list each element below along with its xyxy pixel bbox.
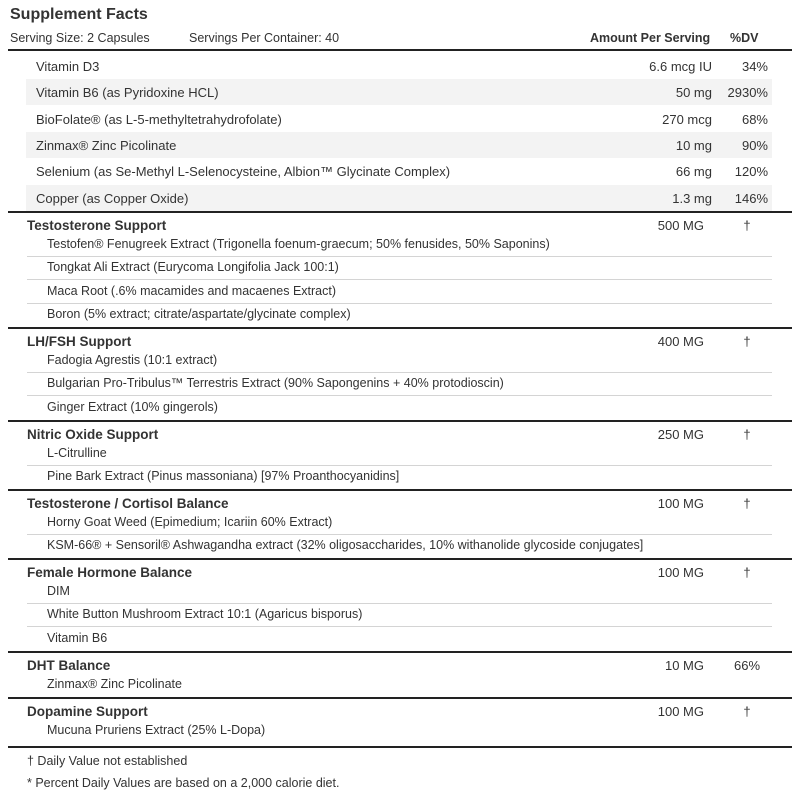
section-dv: † — [743, 565, 751, 580]
item-divider — [27, 279, 772, 280]
ingredient-item: Horny Goat Weed (Epimedium; Icariin 60% Extract) — [47, 515, 333, 529]
vitamin-row — [26, 53, 772, 79]
vitamin-dv: 90% — [741, 138, 768, 153]
section-amount: 100 MG — [657, 704, 704, 719]
vitamin-row — [26, 185, 772, 211]
vitamin-dv: 68% — [741, 112, 768, 127]
ingredient-item: Fadogia Agrestis (10:1 extract) — [47, 353, 218, 367]
ingredient-item: Zinmax® Zinc Picolinate — [47, 677, 182, 691]
vitamin-amount: 66 mg — [675, 164, 712, 179]
item-divider — [27, 395, 772, 396]
ingredient-item: White Button Mushroom Extract 10:1 (Agaricus bisporus) — [47, 607, 363, 621]
vitamin-name: Zinmax® Zinc Picolinate — [36, 138, 177, 153]
section-dv: 66% — [733, 658, 761, 673]
section-dv: † — [743, 427, 751, 442]
vitamin-amount: 10 mg — [675, 138, 712, 153]
vitamin-name: Selenium (as Se-Methyl L-Selenocysteine, Albion™ Glycinate Complex) — [36, 164, 451, 179]
section-divider — [8, 697, 792, 699]
vitamin-row — [26, 132, 772, 158]
vitamin-amount: 1.3 mg — [672, 191, 712, 206]
section-title: Female Hormone Balance — [27, 565, 193, 580]
vitamin-amount: 6.6 mcg IU — [649, 59, 712, 74]
ingredient-item: Boron (5% extract; citrate/aspartate/glycinate complex) — [47, 307, 351, 321]
panel-title: Supplement Facts — [10, 6, 148, 23]
ingredient-item: Vitamin B6 — [47, 631, 108, 645]
vitamin-name: Vitamin D3 — [36, 59, 100, 74]
ingredient-item: Bulgarian Pro-Tribulus™ Terrestris Extract (90% Sapongenins + 40% protodioscin) — [47, 376, 504, 390]
ingredient-item: Mucuna Pruriens Extract (25% L-Dopa) — [47, 723, 266, 737]
ingredient-item: DIM — [47, 584, 70, 598]
item-divider — [27, 534, 772, 535]
item-divider — [27, 465, 772, 466]
vitamin-amount: 270 mcg — [662, 112, 712, 127]
section-amount: 10 MG — [664, 658, 704, 673]
section-dv: † — [743, 496, 751, 511]
ingredient-item: Maca Root (.6% macamides and macaenes Extract) — [47, 284, 337, 298]
vitamin-amount: 50 mg — [675, 85, 712, 100]
ingredient-item: Tongkat Ali Extract (Eurycoma Longifolia Jack 100:1) — [47, 260, 339, 274]
section-title: DHT Balance — [27, 658, 111, 673]
section-amount: 250 MG — [657, 427, 704, 442]
section-amount: 100 MG — [657, 496, 704, 511]
item-divider — [27, 303, 772, 304]
footer-divider — [8, 746, 792, 748]
vitamin-dv: 146% — [734, 191, 768, 206]
section-dv: † — [743, 334, 751, 349]
ingredient-item: KSM-66® + Sensoril® Ashwagandha extract (32% oligosaccharides, 10% withanolide glycoside conjugates] — [47, 538, 644, 552]
section-amount: 100 MG — [657, 565, 704, 580]
section-title: LH/FSH Support — [27, 334, 132, 349]
section-title: Testosterone / Cortisol Balance — [27, 496, 229, 511]
section-dv: † — [743, 218, 751, 233]
servings-per-container: Servings Per Container: 40 — [189, 31, 340, 45]
vitamin-row — [26, 158, 772, 184]
ingredient-item: L-Citrulline — [47, 446, 107, 460]
section-amount: 500 MG — [657, 218, 704, 233]
section-title: Dopamine Support — [27, 704, 148, 719]
serving-size: Serving Size: 2 Capsules — [10, 31, 150, 45]
ingredient-item: Testofen® Fenugreek Extract (Trigonella foenum-graecum; 50% fenusides, 50% Saponins) — [47, 237, 550, 251]
section-divider — [8, 558, 792, 560]
vitamin-row — [26, 79, 772, 105]
footnote-dagger: † Daily Value not established — [27, 754, 188, 768]
item-divider — [27, 626, 772, 627]
ingredient-item: Pine Bark Extract (Pinus massoniana) [97% Proanthocyanidins] — [47, 469, 400, 483]
section-divider — [8, 420, 792, 422]
amount-column-header: Amount Per Serving — [590, 31, 711, 45]
vitamin-dv: 34% — [741, 59, 768, 74]
vitamin-name: Vitamin B6 (as Pyridoxine HCL) — [36, 85, 219, 100]
item-divider — [27, 603, 772, 604]
footnote-percent: * Percent Daily Values are based on a 2,000 calorie diet. — [27, 776, 340, 790]
section-divider — [8, 211, 792, 213]
vitamin-name: Copper (as Copper Oxide) — [36, 191, 189, 206]
section-title: Testosterone Support — [27, 218, 167, 233]
vitamin-dv: 120% — [734, 164, 768, 179]
section-divider — [8, 489, 792, 491]
section-amount: 400 MG — [657, 334, 704, 349]
item-divider — [27, 372, 772, 373]
dv-column-header: %DV — [730, 31, 759, 45]
section-divider — [8, 651, 792, 653]
vitamin-row — [26, 106, 772, 132]
vitamin-name: BioFolate® (as L-5-methyltetrahydrofolate) — [36, 112, 282, 127]
item-divider — [27, 256, 772, 257]
section-dv: † — [743, 704, 751, 719]
ingredient-item: Ginger Extract (10% gingerols) — [47, 400, 218, 414]
section-divider — [8, 327, 792, 329]
header-divider — [8, 49, 792, 51]
section-title: Nitric Oxide Support — [27, 427, 159, 442]
vitamin-dv: 2930% — [727, 85, 768, 100]
